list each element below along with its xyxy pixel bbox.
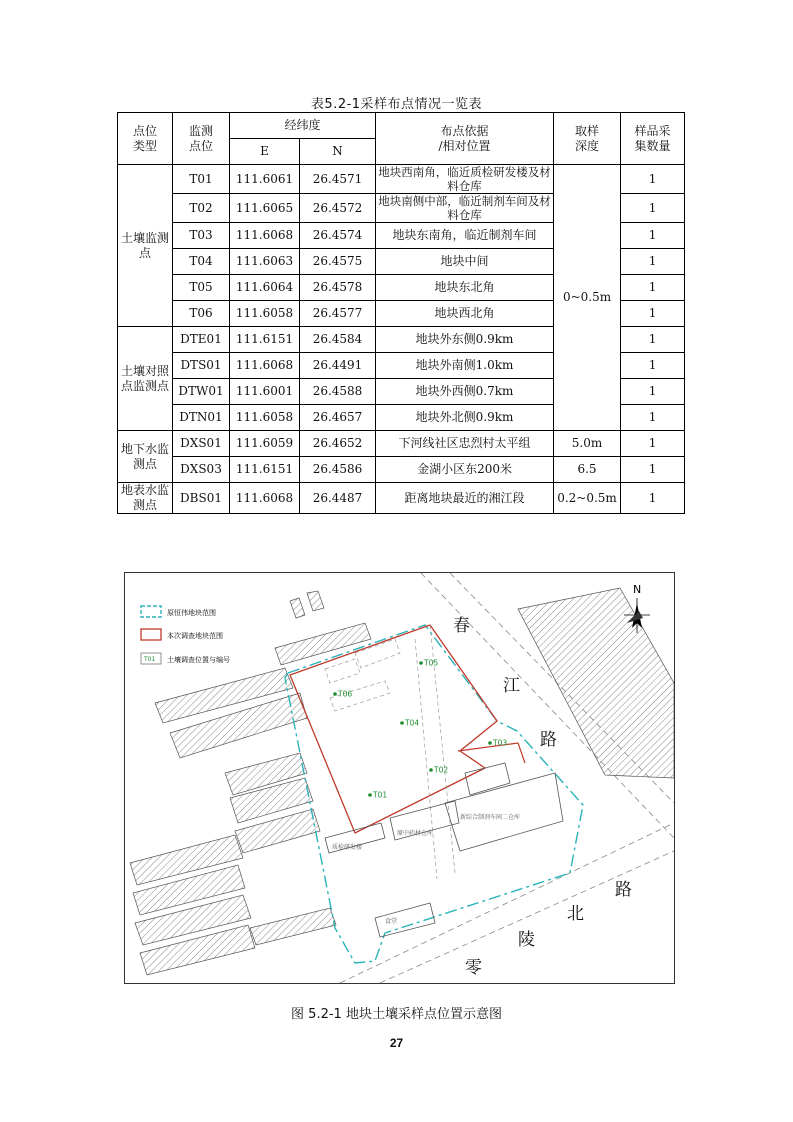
longitude-cell: 111.6151 (230, 327, 300, 353)
point-id-cell: T04 (173, 249, 230, 275)
header-basis: 布点依据 /相对位置 (376, 113, 554, 165)
longitude-cell: 111.6058 (230, 405, 300, 431)
sample-count-cell: 1 (621, 275, 685, 301)
road-label-lingling-1: 零 (465, 958, 482, 978)
table-row (118, 483, 685, 514)
header-n: N (300, 139, 376, 165)
latitude-cell: 26.4588 (300, 379, 376, 405)
sample-count-cell: 1 (621, 405, 685, 431)
basis-cell: 地块东北角 (376, 275, 554, 301)
sampling-table-body (118, 113, 685, 514)
sampling-point-marker (419, 661, 423, 665)
header-coordinates: 经纬度 (230, 113, 376, 139)
longitude-cell: 111.6001 (230, 379, 300, 405)
point-id-cell: DBS01 (173, 483, 230, 514)
sampling-point-label: T06 (338, 689, 353, 699)
site-map (124, 572, 675, 984)
table-row (118, 457, 685, 483)
table-title: 表5.2-1采样布点情况一览表 (310, 97, 483, 112)
point-id-cell: T01 (173, 165, 230, 194)
sample-count-cell: 1 (621, 301, 685, 327)
basis-cell: 地块外西侧0.7km (376, 379, 554, 405)
sampling-point-marker (400, 721, 404, 725)
sampling-point-marker (488, 741, 492, 745)
depth-cell: 6.5 (554, 457, 621, 483)
header-monitoring-point: 监测 点位 (173, 113, 230, 165)
longitude-cell: 111.6058 (230, 301, 300, 327)
latitude-cell: 26.4491 (300, 353, 376, 379)
sample-count-cell: 1 (621, 327, 685, 353)
legend-swatch-original (141, 606, 161, 617)
latitude-cell: 26.4657 (300, 405, 376, 431)
basis-cell: 金湖小区东200米 (376, 457, 554, 483)
sample-count-cell: 1 (621, 379, 685, 405)
longitude-cell: 111.6151 (230, 457, 300, 483)
basis-cell: 地块外南侧1.0km (376, 353, 554, 379)
road-label-chunjiang-2: 江 (503, 676, 520, 696)
figure-caption: 图 5.2-1 地块土壤采样点位置示意图 (291, 1007, 502, 1022)
latitude-cell: 26.4586 (300, 457, 376, 483)
point-type-cell: 地下水监 测点 (118, 431, 173, 483)
point-id-cell: DXS03 (173, 457, 230, 483)
point-id-cell: T05 (173, 275, 230, 301)
basis-cell: 下河线社区忠烈村太平组 (376, 431, 554, 457)
site-map-svg (125, 573, 674, 983)
legend-label-original: 原恒伟地块范围 (167, 609, 216, 617)
basis-cell: 地块外北侧0.9km (376, 405, 554, 431)
latitude-cell: 26.4575 (300, 249, 376, 275)
basis-cell: 地块东南角，临近制剂车间 (376, 223, 554, 249)
point-id-cell: DXS01 (173, 431, 230, 457)
point-id-cell: T02 (173, 194, 230, 223)
point-type-cell: 土壤监测 点 (118, 165, 173, 327)
sample-count-cell: 1 (621, 249, 685, 275)
latitude-cell: 26.4572 (300, 194, 376, 223)
legend-label-investigated: 本次调查地块范围 (167, 632, 223, 640)
point-id-cell: DTN01 (173, 405, 230, 431)
road-label-chunjiang-1: 春 (453, 616, 470, 636)
point-id-cell: DTE01 (173, 327, 230, 353)
longitude-cell: 111.6068 (230, 353, 300, 379)
legend-point-sample: T01 (144, 656, 156, 663)
sampling-point-marker (429, 768, 433, 772)
latitude-cell: 26.4584 (300, 327, 376, 353)
basis-cell: 地块西南角，临近质检研发楼及材料仓库 (376, 165, 554, 194)
sample-count-cell: 1 (621, 165, 685, 194)
sampling-point-label: T05 (424, 658, 439, 668)
building-label-workshop: 新综合制剂车间二仓库 (460, 814, 521, 821)
page-number: 27 (389, 1036, 404, 1050)
latitude-cell: 26.4652 (300, 431, 376, 457)
longitude-cell: 111.6068 (230, 483, 300, 514)
point-id-cell: DTS01 (173, 353, 230, 379)
header-point-type: 点位 类型 (118, 113, 173, 165)
basis-cell: 地块南侧中部，临近制剂车间及材料仓库 (376, 194, 554, 223)
basis-cell: 地块外东侧0.9km (376, 327, 554, 353)
building-label-qc: 质检研发楼 (332, 844, 363, 851)
point-id-cell: T03 (173, 223, 230, 249)
depth-cell: 0.2~0.5m (554, 483, 621, 514)
sampling-table (117, 112, 685, 514)
header-sample-count: 样品采 集数量 (621, 113, 685, 165)
basis-cell: 地块中间 (376, 249, 554, 275)
header-e: E (230, 139, 300, 165)
legend-label-point: 土壤调查位置与编号 (167, 656, 230, 664)
sampling-point-label: T04 (405, 718, 420, 728)
road-label-lingling-4: 路 (615, 880, 632, 900)
point-id-cell: DTW01 (173, 379, 230, 405)
table-row (118, 431, 685, 457)
latitude-cell: 26.4577 (300, 301, 376, 327)
longitude-cell: 111.6059 (230, 431, 300, 457)
building-label-warehouse: 原中药材仓库 (397, 830, 434, 837)
longitude-cell: 111.6068 (230, 223, 300, 249)
sample-count-cell: 1 (621, 353, 685, 379)
investigated-site-boundary (290, 625, 497, 833)
point-id-cell: T06 (173, 301, 230, 327)
sampling-point-label: T01 (373, 790, 388, 800)
depth-cell: 5.0m (554, 431, 621, 457)
sample-count-cell: 1 (621, 194, 685, 223)
latitude-cell: 26.4578 (300, 275, 376, 301)
longitude-cell: 111.6065 (230, 194, 300, 223)
sample-count-cell: 1 (621, 457, 685, 483)
basis-cell: 距离地块最近的湘江段 (376, 483, 554, 514)
legend-swatch-investigated (141, 629, 161, 640)
road-label-lingling-2: 陵 (518, 930, 535, 950)
longitude-cell: 111.6061 (230, 165, 300, 194)
sample-count-cell: 1 (621, 483, 685, 514)
building-label-canteen: 食堂 (385, 918, 398, 925)
header-depth: 取样 深度 (554, 113, 621, 165)
depth-cell: 0~0.5m (554, 165, 621, 431)
sampling-points (333, 659, 507, 800)
north-label: N (633, 583, 642, 596)
basis-cell: 地块西北角 (376, 301, 554, 327)
table-row (118, 165, 685, 194)
point-type-cell: 土壤对照 点监测点 (118, 327, 173, 431)
latitude-cell: 26.4571 (300, 165, 376, 194)
map-legend (141, 606, 230, 664)
table-header-row-1 (118, 113, 685, 139)
road-label-chunjiang-3: 路 (540, 730, 557, 750)
sample-count-cell: 1 (621, 223, 685, 249)
sampling-point-label: T03 (493, 738, 508, 748)
latitude-cell: 26.4574 (300, 223, 376, 249)
longitude-cell: 111.6064 (230, 275, 300, 301)
longitude-cell: 111.6063 (230, 249, 300, 275)
sampling-point-label: T02 (434, 765, 449, 775)
latitude-cell: 26.4487 (300, 483, 376, 514)
point-type-cell: 地表水监 测点 (118, 483, 173, 514)
road-label-lingling-3: 北 (567, 904, 584, 924)
sampling-point-marker (333, 692, 337, 696)
sampling-point-marker (368, 793, 372, 797)
sample-count-cell: 1 (621, 431, 685, 457)
